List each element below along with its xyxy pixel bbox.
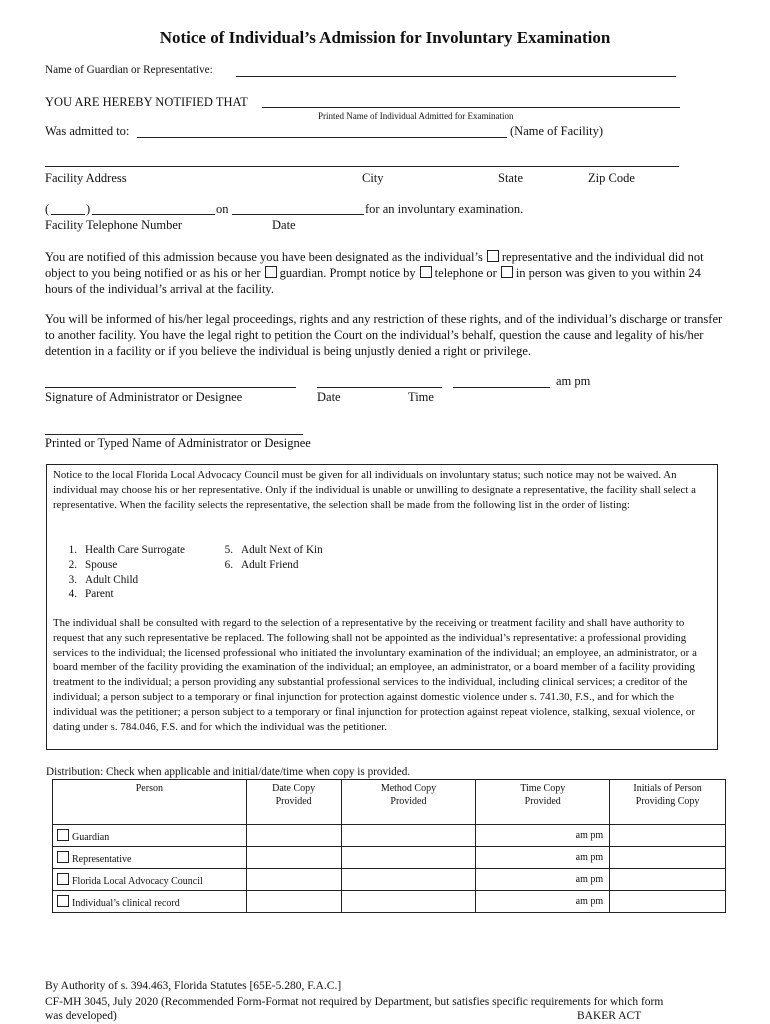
representative-list-right — [211, 543, 323, 573]
list-item: 1. Health Care Surrogate — [68, 544, 186, 556]
state-caption: State — [498, 171, 523, 185]
admitted-label: Was admitted to: — [45, 124, 130, 138]
list-item: 5. Adult Next of Kin — [224, 544, 323, 556]
list-item: 3. Adult Child — [68, 573, 139, 586]
time-cell[interactable]: am pm — [476, 825, 610, 847]
form-number-line: CF-MH 3045, July 2020 (Recommended Form-Format not required by Department, but satisfies specific requirements for which form — [45, 996, 664, 1008]
on-label: on — [216, 202, 229, 216]
date-cell[interactable] — [246, 847, 341, 869]
time-copy-header: Time Copy Provided — [476, 780, 610, 825]
representative-distribution-checkbox[interactable] — [57, 851, 69, 863]
date-cell[interactable] — [246, 891, 341, 913]
representative-list-left — [55, 543, 185, 602]
advocacy-council-distribution-checkbox[interactable] — [57, 873, 69, 885]
clinical-record-distribution-checkbox[interactable] — [57, 895, 69, 907]
baker-act-label: BAKER ACT — [577, 1010, 642, 1022]
phone-caption: Facility Telephone Number — [45, 218, 183, 232]
method-cell[interactable] — [341, 891, 476, 913]
method-cell[interactable] — [341, 825, 476, 847]
table-row — [53, 825, 726, 847]
table-row — [53, 869, 726, 891]
initials-cell[interactable] — [610, 869, 726, 891]
signature-caption: Signature of Administrator or Designee — [45, 390, 243, 404]
table-row — [53, 891, 726, 913]
page-title: Notice of Individual’s Admission for Involuntary Examination — [159, 28, 611, 47]
phone-close-paren: ) — [86, 202, 91, 216]
printed-name-label: Printed or Typed Name of Administrator or Designee — [45, 436, 311, 450]
guardian-checkbox[interactable] — [265, 266, 277, 278]
admission-date-field[interactable] — [232, 214, 364, 215]
signature-date-field[interactable] — [317, 387, 442, 388]
list-item: 4. Parent — [68, 588, 114, 601]
guardian-row-label: Guardian — [53, 825, 247, 847]
advocacy-council-row-label: Florida Local Advocacy Council — [53, 869, 247, 891]
area-code-field[interactable] — [51, 214, 85, 215]
initials-header: Initials of Person Providing Copy — [610, 780, 726, 825]
notified-label: YOU ARE HEREBY NOTIFIED THAT — [45, 95, 248, 109]
distribution-caption: Distribution: Check when applicable and initial/date/time when copy is provided. — [46, 766, 411, 778]
notification-paragraph: You are notified of this admission because you have been designated as the individual’s representative and the individual did not object to you being notified or as his or her guardian. Prompt notice by telephone or in person was given to you within 24 hours of the individual’s arrival at the facility. — [45, 250, 704, 296]
method-cell[interactable] — [341, 847, 476, 869]
method-cell[interactable] — [341, 869, 476, 891]
phone-number-field[interactable] — [92, 214, 215, 215]
distribution-table — [52, 779, 726, 913]
list-item: 6. Adult Friend — [224, 558, 299, 571]
guardian-label: Name of Guardian or Representative: — [45, 64, 213, 76]
time-cell[interactable]: am pm — [476, 847, 610, 869]
zip-caption: Zip Code — [588, 171, 635, 185]
initials-cell[interactable] — [610, 847, 726, 869]
rights-paragraph: You will be informed of his/her legal proceedings, rights and any restriction of these rights, and of the individual’s discharge or transfer to another facility. You have the legal right to petition the Court on the individual’s behalf, question the cause and legality of his/her detention in a facility or if you believe the individual is being unjustly denied a right or privilege. — [45, 312, 723, 358]
date-copy-header: Date Copy Provided — [246, 780, 341, 825]
method-copy-header: Method Copy Provided — [341, 780, 476, 825]
phone-open-paren: ( — [45, 202, 50, 216]
table-row — [53, 847, 726, 869]
developed-line: was developed) — [45, 1010, 117, 1022]
signature-field[interactable] — [45, 387, 296, 388]
notice-body: The individual shall be consulted with regard to the selection of a representative by the receiving or treatment facility and shall have authority to request that any such representative be replaced. The following shall not be appointed as the individual’s representative: a professional providing services to the individual; the licensed professional who initiated the involuntary examination of the individual; an employee, an administrator, or a board member of the facility providing the examination of the individual; an employee, an administrator, or a board member of a facility providing treatment to the individual; a person providing any substantial professional services to the individual, including clinical services; a creditor of the individual; a person subject to a temporary or final injunction for protection against domestic violence under s. 741.30, F.S., and for which the individual was the petitioner; a person subject to a temporary or final injunction for protection against repeat violence, stalking, sexual violence, or dating under s. 784.046, F.S. and for which the individual was the petitioner. — [53, 617, 697, 733]
signature-ampm: am pm — [556, 374, 591, 388]
representative-row-label: Representative — [53, 847, 247, 869]
person-header: Person — [53, 780, 247, 825]
notice-intro: Notice to the local Florida Local Advocacy Council must be given for all individuals on involuntary status; such notice may not be waived. An individual may choose his or her representative. Only if the individual is unable or unwilling to designate a representative, the facility shall select a representative. When the facility selects the representative, the selection shall be made from the following list in the order of listing: — [53, 469, 696, 511]
guardian-distribution-checkbox[interactable] — [57, 829, 69, 841]
printed-name-caption: Printed Name of Individual Admitted for Examination — [318, 111, 514, 121]
time-cell[interactable]: am pm — [476, 891, 610, 913]
signature-time-caption: Time — [408, 390, 434, 404]
clinical-record-row-label: Individual’s clinical record — [53, 891, 247, 913]
representative-checkbox[interactable] — [487, 250, 499, 262]
examination-text: for an involuntary examination. — [365, 202, 524, 216]
distribution-header-row — [53, 780, 726, 825]
telephone-checkbox[interactable] — [420, 266, 432, 278]
date-caption: Date — [272, 218, 296, 232]
date-cell[interactable] — [246, 825, 341, 847]
printed-name-field[interactable] — [45, 434, 303, 435]
date-cell[interactable] — [246, 869, 341, 891]
facility-name-caption: (Name of Facility) — [510, 124, 604, 138]
address-caption: Facility Address — [45, 171, 127, 185]
initials-cell[interactable] — [610, 825, 726, 847]
list-item: 2. Spouse — [68, 558, 118, 571]
signature-date-caption: Date — [317, 390, 341, 404]
guardian-name-field[interactable] — [236, 76, 676, 77]
facility-address-field[interactable] — [45, 166, 679, 167]
time-cell[interactable]: am pm — [476, 869, 610, 891]
individual-name-field[interactable] — [262, 107, 680, 108]
in-person-checkbox[interactable] — [501, 266, 513, 278]
facility-name-field[interactable] — [137, 137, 507, 138]
signature-time-field[interactable] — [453, 387, 550, 388]
authority-line: By Authority of s. 394.463, Florida Statutes [65E-5.280, F.A.C.] — [45, 980, 342, 992]
initials-cell[interactable] — [610, 891, 726, 913]
city-caption: City — [362, 171, 384, 185]
notice-box — [46, 464, 718, 750]
